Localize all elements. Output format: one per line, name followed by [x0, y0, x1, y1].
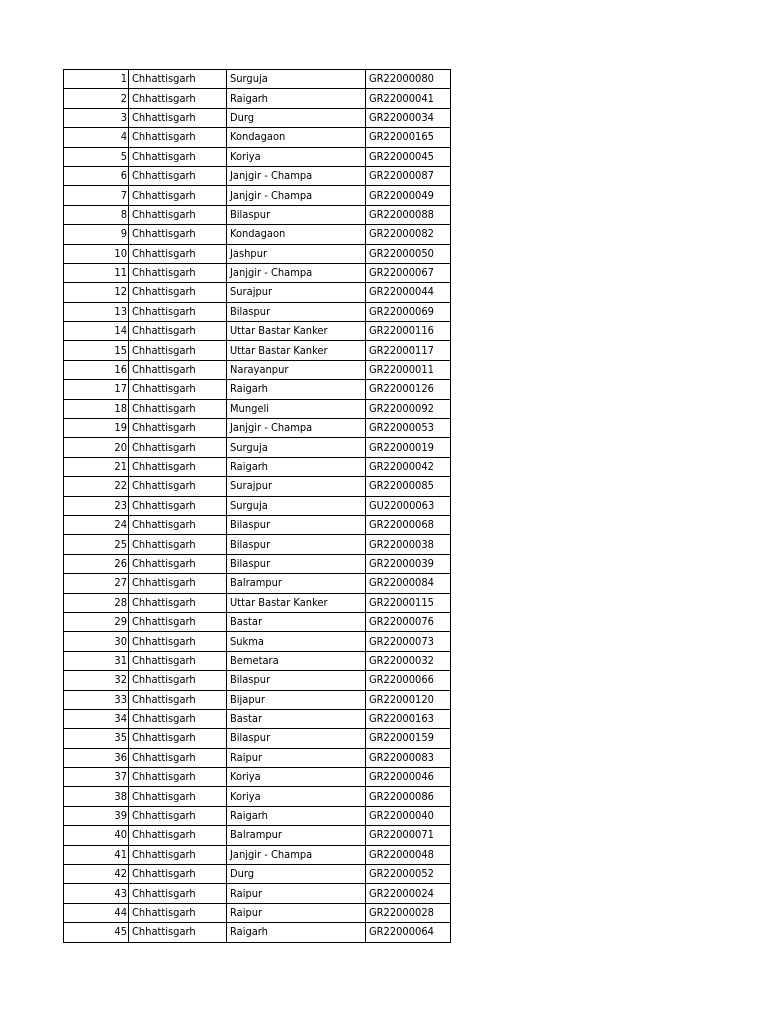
table-row	[64, 380, 451, 399]
row-number: 7	[64, 186, 129, 205]
table-row	[64, 768, 451, 787]
state-cell: Chhattisgarh	[129, 748, 227, 767]
table-row	[64, 826, 451, 845]
district-cell: Bilaspur	[227, 205, 366, 224]
district-cell: Surguja	[227, 496, 366, 515]
state-cell: Chhattisgarh	[129, 166, 227, 185]
state-cell: Chhattisgarh	[129, 787, 227, 806]
state-cell: Chhattisgarh	[129, 671, 227, 690]
code-cell: GR22000067	[366, 263, 451, 282]
row-number: 11	[64, 263, 129, 282]
code-cell: GR22000052	[366, 865, 451, 884]
district-cell: Koriya	[227, 787, 366, 806]
code-cell: GR22000083	[366, 748, 451, 767]
state-cell: Chhattisgarh	[129, 263, 227, 282]
district-cell: Raipur	[227, 903, 366, 922]
code-cell: GU22000063	[366, 496, 451, 515]
state-cell: Chhattisgarh	[129, 399, 227, 418]
state-cell: Chhattisgarh	[129, 225, 227, 244]
row-number: 30	[64, 632, 129, 651]
code-cell: GR22000068	[366, 515, 451, 534]
code-cell: GR22000086	[366, 787, 451, 806]
district-cell: Kondagaon	[227, 128, 366, 147]
district-cell: Surajpur	[227, 477, 366, 496]
row-number: 1	[64, 70, 129, 89]
row-number: 26	[64, 554, 129, 573]
row-number: 45	[64, 923, 129, 942]
row-number: 43	[64, 884, 129, 903]
table-row	[64, 515, 451, 534]
row-number: 4	[64, 128, 129, 147]
row-number: 10	[64, 244, 129, 263]
code-cell: GR22000087	[366, 166, 451, 185]
code-cell: GR22000034	[366, 108, 451, 127]
row-number: 23	[64, 496, 129, 515]
table-row	[64, 302, 451, 321]
code-cell: GR22000073	[366, 632, 451, 651]
table-row	[64, 205, 451, 224]
code-cell: GR22000159	[366, 729, 451, 748]
state-cell: Chhattisgarh	[129, 205, 227, 224]
row-number: 27	[64, 574, 129, 593]
code-cell: GR22000082	[366, 225, 451, 244]
state-cell: Chhattisgarh	[129, 574, 227, 593]
table-row	[64, 341, 451, 360]
district-cell: Kondagaon	[227, 225, 366, 244]
row-number: 19	[64, 419, 129, 438]
state-cell: Chhattisgarh	[129, 244, 227, 263]
code-cell: GR22000028	[366, 903, 451, 922]
state-cell: Chhattisgarh	[129, 515, 227, 534]
row-number: 24	[64, 515, 129, 534]
code-cell: GR22000069	[366, 302, 451, 321]
code-cell: GR22000116	[366, 322, 451, 341]
table-row	[64, 651, 451, 670]
state-cell: Chhattisgarh	[129, 593, 227, 612]
district-cell: Bastar	[227, 612, 366, 631]
code-cell: GR22000080	[366, 70, 451, 89]
row-number: 21	[64, 457, 129, 476]
row-number: 9	[64, 225, 129, 244]
row-number: 3	[64, 108, 129, 127]
district-cell: Raigarh	[227, 923, 366, 942]
row-number: 42	[64, 865, 129, 884]
row-number: 18	[64, 399, 129, 418]
district-cell: Bilaspur	[227, 302, 366, 321]
row-number: 13	[64, 302, 129, 321]
code-cell: GR22000165	[366, 128, 451, 147]
row-number: 8	[64, 205, 129, 224]
district-cell: Koriya	[227, 147, 366, 166]
code-cell: GR22000050	[366, 244, 451, 263]
code-cell: GR22000092	[366, 399, 451, 418]
row-number: 35	[64, 729, 129, 748]
district-cell: Raigarh	[227, 89, 366, 108]
row-number: 40	[64, 826, 129, 845]
table-row	[64, 845, 451, 864]
district-cell: Raigarh	[227, 457, 366, 476]
row-number: 15	[64, 341, 129, 360]
row-number: 34	[64, 709, 129, 728]
code-cell: GR22000024	[366, 884, 451, 903]
table-row	[64, 457, 451, 476]
code-cell: GR22000071	[366, 826, 451, 845]
code-cell: GR22000084	[366, 574, 451, 593]
district-cell: Surguja	[227, 438, 366, 457]
code-cell: GR22000044	[366, 283, 451, 302]
row-number: 29	[64, 612, 129, 631]
state-cell: Chhattisgarh	[129, 554, 227, 573]
district-cell: Surajpur	[227, 283, 366, 302]
district-cell: Durg	[227, 865, 366, 884]
state-cell: Chhattisgarh	[129, 884, 227, 903]
district-cell: Jashpur	[227, 244, 366, 263]
state-cell: Chhattisgarh	[129, 651, 227, 670]
table-row	[64, 399, 451, 418]
code-cell: GR22000032	[366, 651, 451, 670]
code-cell: GR22000045	[366, 147, 451, 166]
code-cell: GR22000011	[366, 360, 451, 379]
code-cell: GR22000038	[366, 535, 451, 554]
state-cell: Chhattisgarh	[129, 322, 227, 341]
state-cell: Chhattisgarh	[129, 865, 227, 884]
table-row	[64, 593, 451, 612]
row-number: 2	[64, 89, 129, 108]
state-cell: Chhattisgarh	[129, 147, 227, 166]
state-cell: Chhattisgarh	[129, 477, 227, 496]
code-cell: GR22000053	[366, 419, 451, 438]
table-row	[64, 671, 451, 690]
district-cell: Bilaspur	[227, 515, 366, 534]
row-number: 39	[64, 806, 129, 825]
row-number: 28	[64, 593, 129, 612]
district-cell: Raigarh	[227, 806, 366, 825]
table-row	[64, 128, 451, 147]
state-cell: Chhattisgarh	[129, 923, 227, 942]
district-cell: Sukma	[227, 632, 366, 651]
state-cell: Chhattisgarh	[129, 302, 227, 321]
table-row	[64, 360, 451, 379]
code-cell: GR22000163	[366, 709, 451, 728]
district-cell: Bastar	[227, 709, 366, 728]
code-cell: GR22000040	[366, 806, 451, 825]
row-number: 20	[64, 438, 129, 457]
code-cell: GR22000041	[366, 89, 451, 108]
state-cell: Chhattisgarh	[129, 535, 227, 554]
state-cell: Chhattisgarh	[129, 108, 227, 127]
row-number: 25	[64, 535, 129, 554]
table-row	[64, 419, 451, 438]
row-number: 14	[64, 322, 129, 341]
table-row	[64, 70, 451, 89]
row-number: 31	[64, 651, 129, 670]
state-cell: Chhattisgarh	[129, 768, 227, 787]
district-cell: Balrampur	[227, 826, 366, 845]
table-row	[64, 612, 451, 631]
district-cell: Mungeli	[227, 399, 366, 418]
state-cell: Chhattisgarh	[129, 845, 227, 864]
district-cell: Janjgir - Champa	[227, 845, 366, 864]
data-table	[63, 69, 451, 943]
state-cell: Chhattisgarh	[129, 128, 227, 147]
state-cell: Chhattisgarh	[129, 360, 227, 379]
row-number: 17	[64, 380, 129, 399]
state-cell: Chhattisgarh	[129, 380, 227, 399]
code-cell: GR22000088	[366, 205, 451, 224]
row-number: 37	[64, 768, 129, 787]
district-cell: Bilaspur	[227, 729, 366, 748]
code-cell: GR22000042	[366, 457, 451, 476]
district-cell: Uttar Bastar Kanker	[227, 593, 366, 612]
table-row	[64, 244, 451, 263]
code-cell: GR22000085	[366, 477, 451, 496]
table-row	[64, 884, 451, 903]
table-row	[64, 923, 451, 942]
state-cell: Chhattisgarh	[129, 903, 227, 922]
district-cell: Uttar Bastar Kanker	[227, 322, 366, 341]
code-cell: GR22000120	[366, 690, 451, 709]
code-cell: GR22000049	[366, 186, 451, 205]
state-cell: Chhattisgarh	[129, 826, 227, 845]
row-number: 41	[64, 845, 129, 864]
district-cell: Raipur	[227, 748, 366, 767]
table-row	[64, 89, 451, 108]
code-cell: GR22000048	[366, 845, 451, 864]
state-cell: Chhattisgarh	[129, 283, 227, 302]
code-cell: GR22000126	[366, 380, 451, 399]
state-cell: Chhattisgarh	[129, 729, 227, 748]
district-cell: Raipur	[227, 884, 366, 903]
code-cell: GR22000019	[366, 438, 451, 457]
district-cell: Durg	[227, 108, 366, 127]
state-cell: Chhattisgarh	[129, 457, 227, 476]
row-number: 22	[64, 477, 129, 496]
table-row	[64, 477, 451, 496]
table-row	[64, 186, 451, 205]
district-cell: Bemetara	[227, 651, 366, 670]
code-cell: GR22000076	[366, 612, 451, 631]
district-cell: Janjgir - Champa	[227, 166, 366, 185]
district-cell: Bijapur	[227, 690, 366, 709]
state-cell: Chhattisgarh	[129, 709, 227, 728]
district-cell: Raigarh	[227, 380, 366, 399]
district-cell: Surguja	[227, 70, 366, 89]
table-body	[64, 70, 451, 943]
table-row	[64, 438, 451, 457]
table-row	[64, 322, 451, 341]
code-cell: GR22000039	[366, 554, 451, 573]
row-number: 33	[64, 690, 129, 709]
table-row	[64, 108, 451, 127]
state-cell: Chhattisgarh	[129, 612, 227, 631]
district-cell: Bilaspur	[227, 671, 366, 690]
table-row	[64, 690, 451, 709]
row-number: 5	[64, 147, 129, 166]
table-row	[64, 748, 451, 767]
table-row	[64, 865, 451, 884]
table-row	[64, 535, 451, 554]
state-cell: Chhattisgarh	[129, 806, 227, 825]
code-cell: GR22000046	[366, 768, 451, 787]
table-row	[64, 263, 451, 282]
row-number: 12	[64, 283, 129, 302]
state-cell: Chhattisgarh	[129, 690, 227, 709]
district-cell: Narayanpur	[227, 360, 366, 379]
row-number: 44	[64, 903, 129, 922]
state-cell: Chhattisgarh	[129, 341, 227, 360]
code-cell: GR22000066	[366, 671, 451, 690]
code-cell: GR22000117	[366, 341, 451, 360]
table-row	[64, 709, 451, 728]
district-cell: Uttar Bastar Kanker	[227, 341, 366, 360]
state-cell: Chhattisgarh	[129, 89, 227, 108]
state-cell: Chhattisgarh	[129, 438, 227, 457]
table-row	[64, 496, 451, 515]
state-cell: Chhattisgarh	[129, 70, 227, 89]
table-row	[64, 166, 451, 185]
table-row	[64, 225, 451, 244]
row-number: 16	[64, 360, 129, 379]
district-cell: Janjgir - Champa	[227, 419, 366, 438]
table-row	[64, 729, 451, 748]
state-cell: Chhattisgarh	[129, 496, 227, 515]
table-row	[64, 903, 451, 922]
row-number: 32	[64, 671, 129, 690]
table-row	[64, 554, 451, 573]
district-cell: Bilaspur	[227, 554, 366, 573]
row-number: 38	[64, 787, 129, 806]
district-cell: Koriya	[227, 768, 366, 787]
table-row	[64, 283, 451, 302]
district-cell: Janjgir - Champa	[227, 263, 366, 282]
table-row	[64, 147, 451, 166]
state-cell: Chhattisgarh	[129, 419, 227, 438]
table-row	[64, 574, 451, 593]
row-number: 36	[64, 748, 129, 767]
table-row	[64, 806, 451, 825]
code-cell: GR22000064	[366, 923, 451, 942]
table-row	[64, 787, 451, 806]
row-number: 6	[64, 166, 129, 185]
state-cell: Chhattisgarh	[129, 186, 227, 205]
district-cell: Janjgir - Champa	[227, 186, 366, 205]
state-cell: Chhattisgarh	[129, 632, 227, 651]
code-cell: GR22000115	[366, 593, 451, 612]
district-cell: Bilaspur	[227, 535, 366, 554]
table-row	[64, 632, 451, 651]
district-cell: Balrampur	[227, 574, 366, 593]
